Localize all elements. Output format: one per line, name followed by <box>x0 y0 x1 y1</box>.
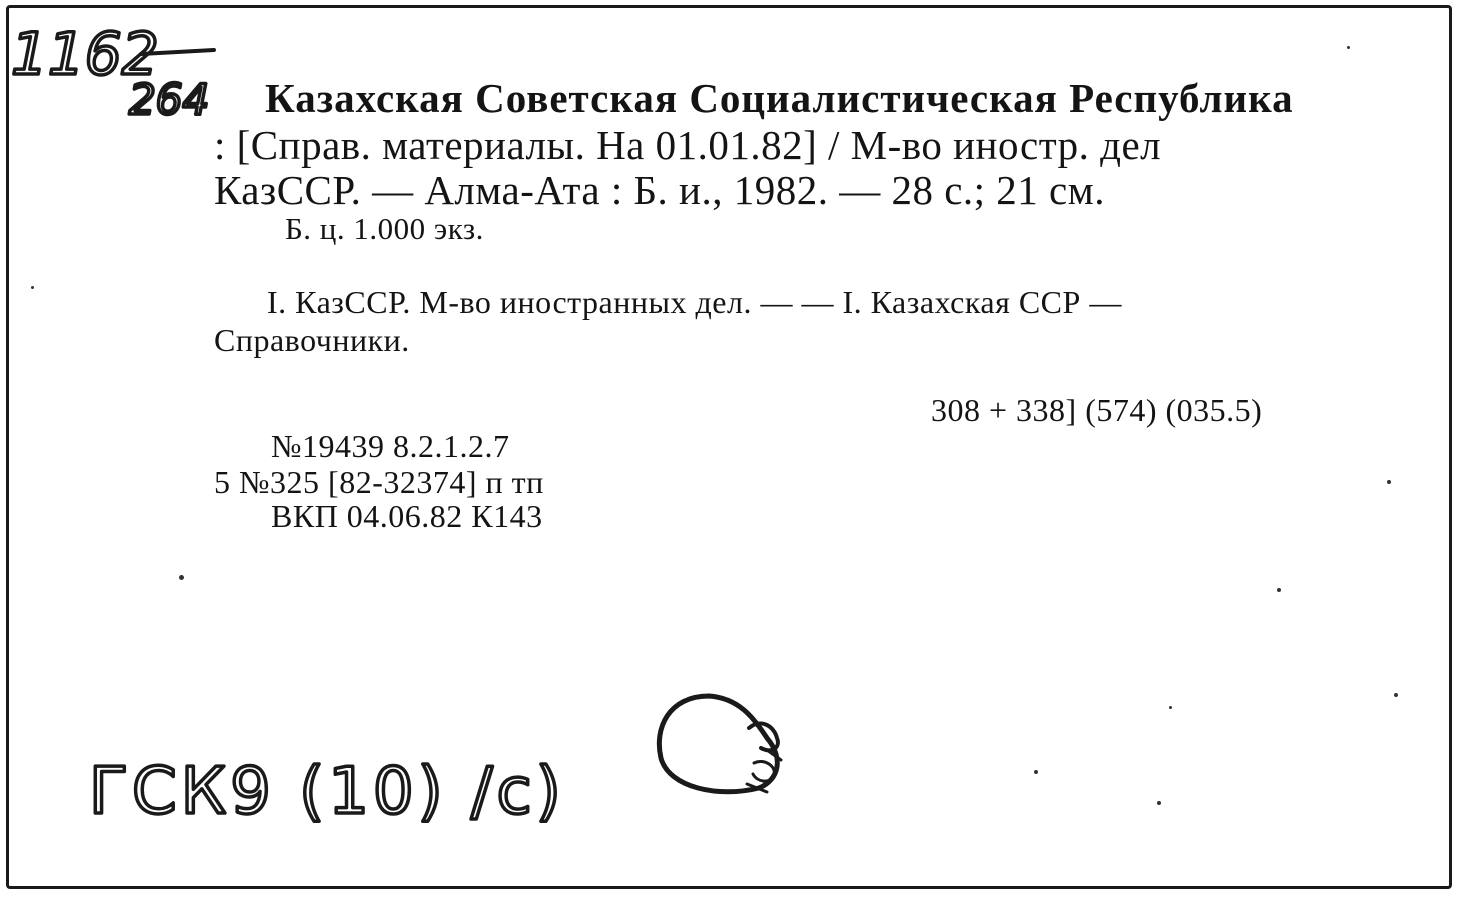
record-subject-headings-cont: Справочники. <box>214 322 410 358</box>
record-imprint: КазССР. — Алма-Ата : Б. и., 1982. — 28 с.; 21 см. <box>214 167 1105 213</box>
catalog-card <box>6 5 1452 889</box>
handwritten-code <box>84 728 565 848</box>
record-number: №19439 8.2.1.2.7 <box>271 428 510 464</box>
scan-speck <box>1394 693 1398 697</box>
record-order-line: 5 №325 [82-32374] п тп <box>214 464 544 500</box>
scan-speck <box>1169 706 1172 709</box>
shelf-mark-top: 1162 <box>11 20 159 88</box>
record-price-copies: Б. ц. 1.000 экз. <box>285 211 484 246</box>
shelf-mark <box>9 22 239 122</box>
scan-speck <box>179 575 184 580</box>
scan-speck <box>1277 588 1281 592</box>
shelf-mark-bottom: 264 <box>129 75 210 124</box>
scan-speck <box>31 286 34 289</box>
scan-speck <box>1387 480 1391 484</box>
record-subject-headings: I. КазССР. М-во иностранных дел. — — I. Казахская ССР — <box>267 284 1122 320</box>
scan-speck <box>1157 801 1161 805</box>
record-publication-info: : [Справ. материалы. На 01.01.82] / М-во иностр. дел <box>214 122 1162 168</box>
library-stamp-mark <box>649 688 809 808</box>
record-vkp-line: ВКП 04.06.82 К143 <box>271 498 543 534</box>
record-classification: 308 + 338] (574) (035.5) <box>931 392 1263 428</box>
scan-speck <box>1347 46 1350 49</box>
handwritten-code-text: ГСК9 (10) /с) <box>89 755 565 829</box>
record-title: Казахская Советская Социалистическая Республика <box>265 75 1294 121</box>
scan-speck <box>1034 770 1038 774</box>
